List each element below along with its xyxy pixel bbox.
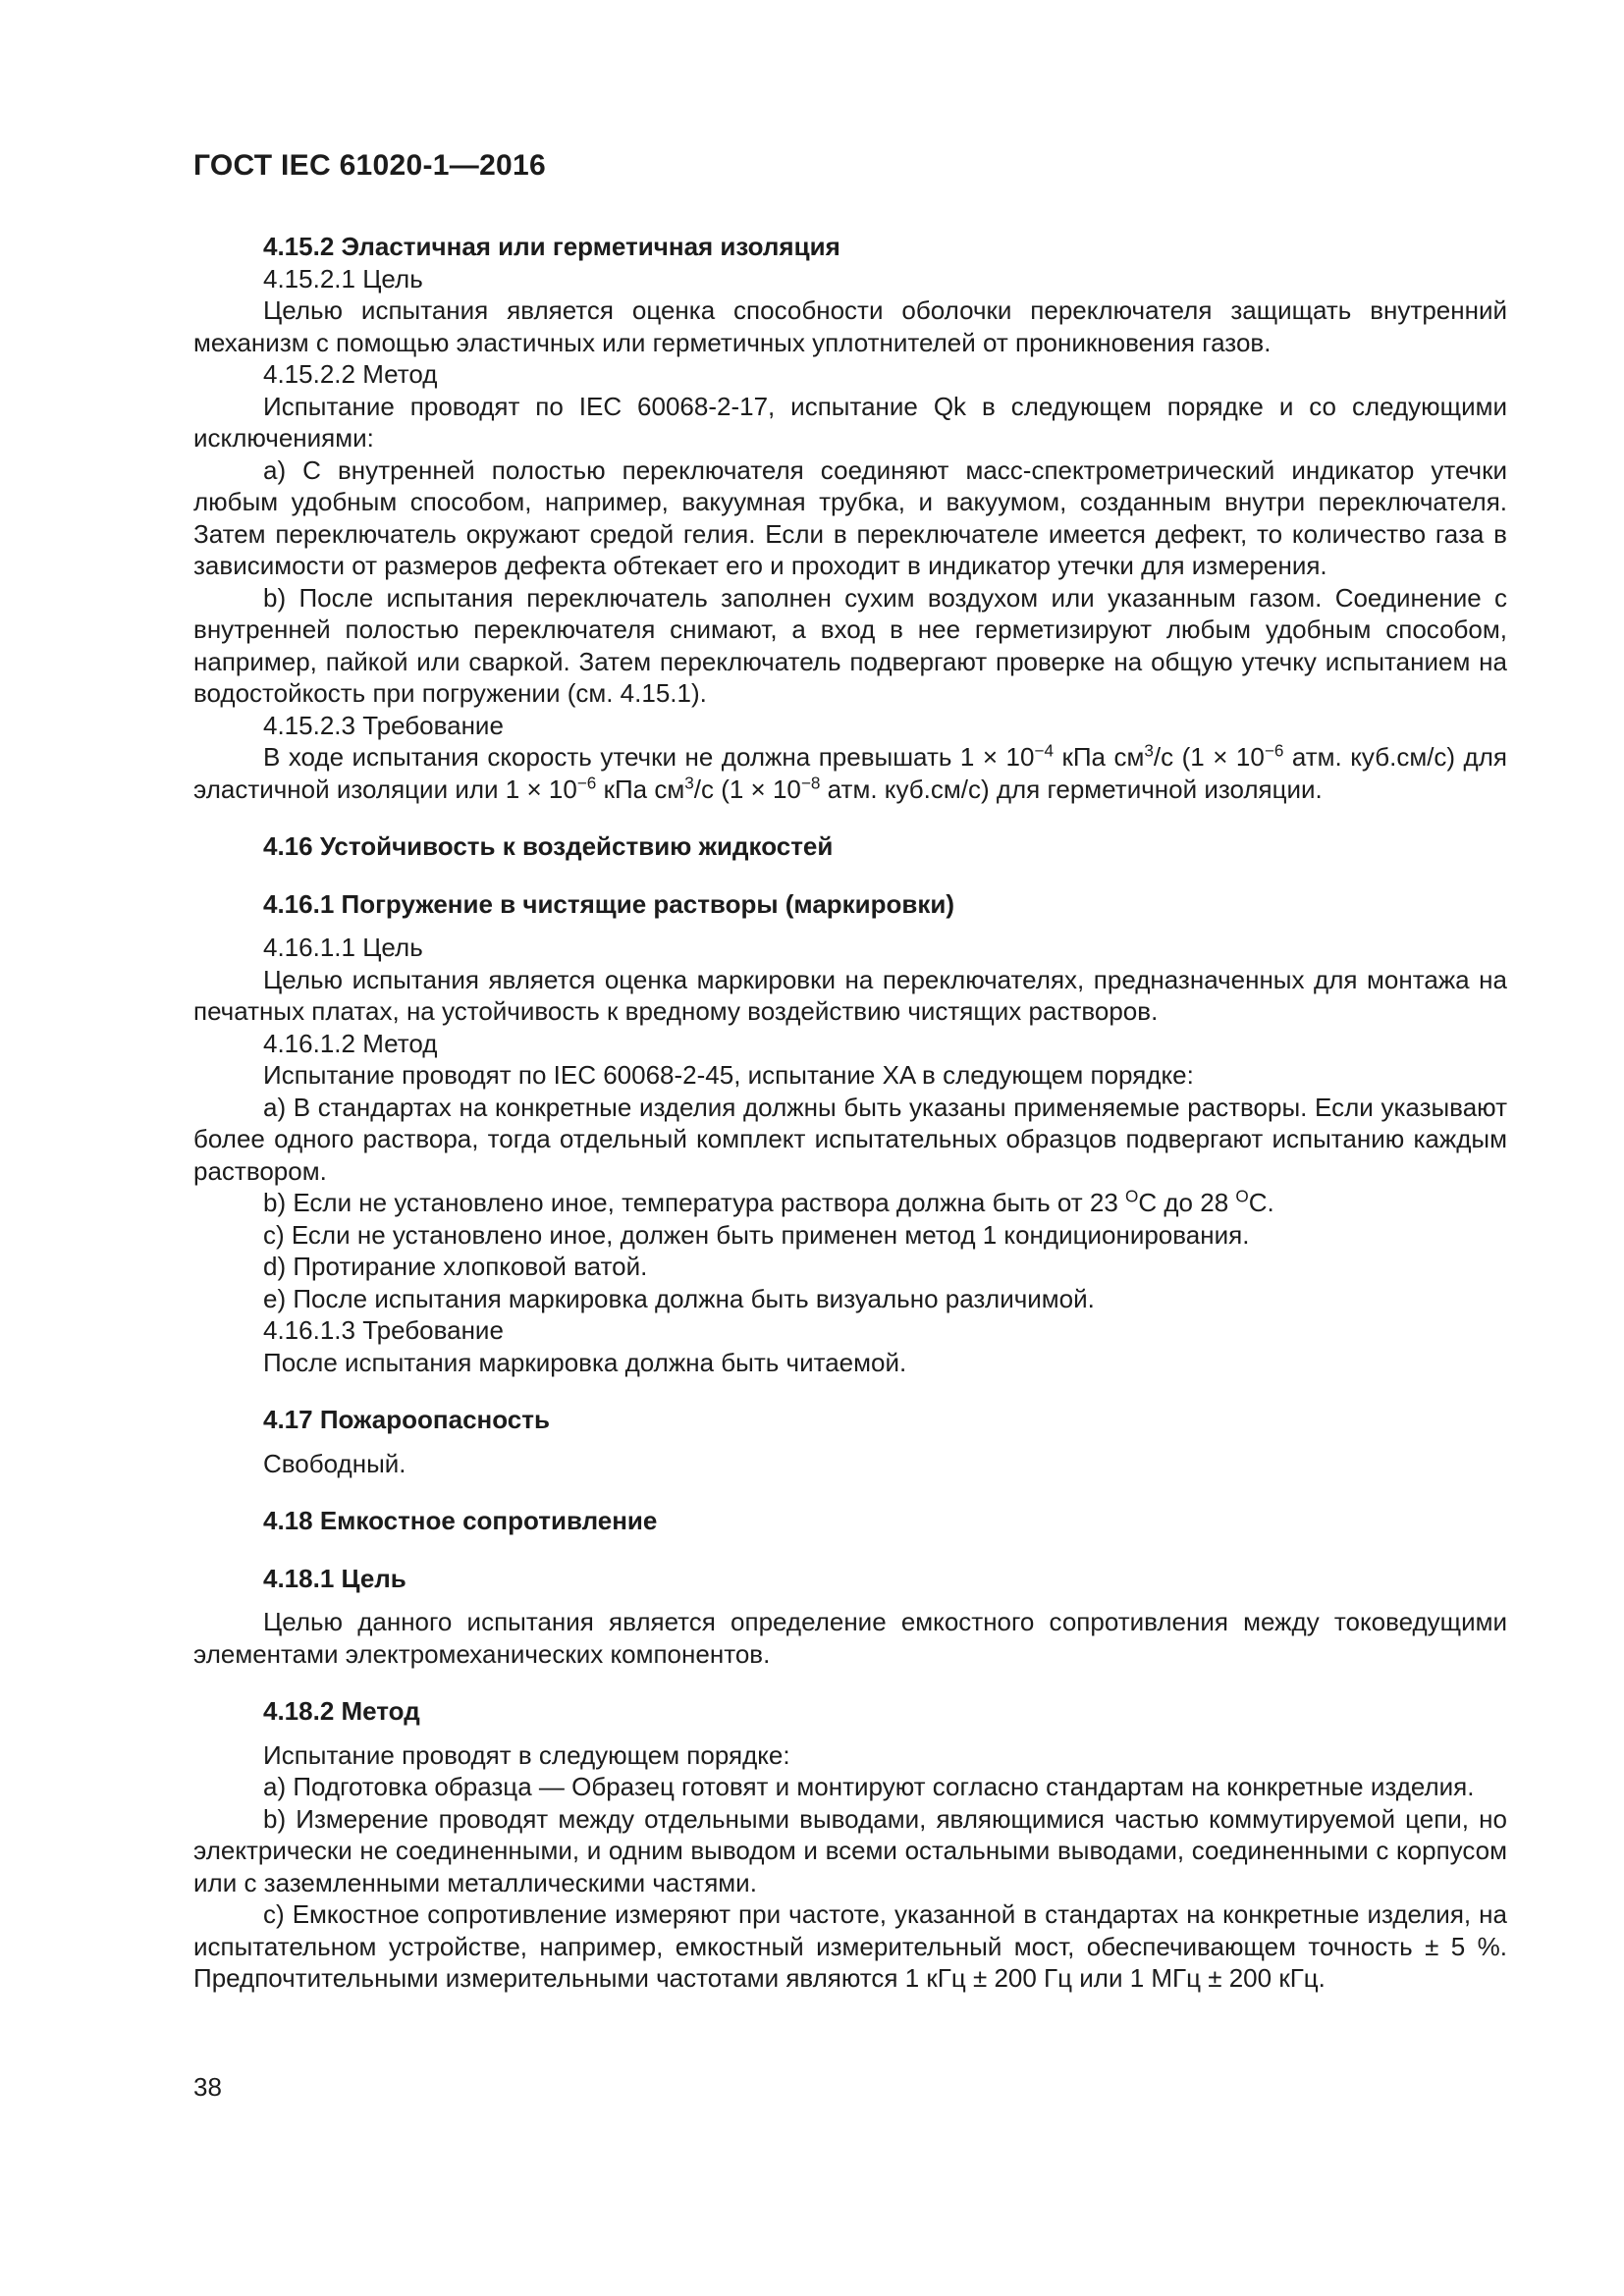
paragraph: c) Если не установлено иное, должен быть применен метод 1 кондиционирования. bbox=[263, 1219, 1250, 1250]
paragraph: 4.15.2.3 Требование bbox=[263, 710, 504, 740]
paragraph: 4.16.1.3 Требование bbox=[263, 1315, 504, 1345]
paragraph: Испытание проводят по IEC 60068-2-45, испытание XA в следующем порядке: bbox=[263, 1060, 1194, 1090]
section-heading: 4.17 Пожароопасность bbox=[263, 1405, 550, 1434]
paragraph: 4.15.2.1 Цель bbox=[263, 263, 423, 294]
paragraph: В ходе испытания скорость утечки не должна превышать $1 \times 10^{-4}$ кПа $см^3/с$ ($1 \times 10^{-6}$ атм. куб.см/с) для эластичной изоляции или $1 \times 10^{-6}$ кПа $см^3/с$ ($1 \times 10^{-8}$ атм. куб.см/с) для герметичной изоляции. bbox=[193, 740, 1507, 804]
section-heading: 4.16.1 Погружение в чистящие растворы (маркировки) bbox=[263, 888, 955, 919]
paragraph: a) Подготовка образца — Образец готовят и монтируют согласно стандартам на конкретные изделия. bbox=[263, 1772, 1475, 1801]
paragraph: c) Емкостное сопротивление измеряют при частоте, указанной в стандартах на конкретные изделия, на испытательном устройстве, например, емкостный измерительный мост, обеспечивающем точность ± 5 %. Предпочтительными измерительными частотами являются 1 кГц ± 200 Гц или 1 МГц ± 200 кГц. bbox=[193, 1899, 1507, 1993]
section-heading: 4.18 Емкостное сопротивление bbox=[263, 1506, 658, 1535]
page-number: 38 bbox=[193, 2072, 222, 2102]
paragraph: 4.16.1.1 Цель bbox=[263, 933, 423, 962]
paragraph: e) После испытания маркировка должна быть визуально различимой. bbox=[263, 1283, 1095, 1313]
paragraph: Целью испытания является оценка способности оболочки переключателя защищать внутренний механизм с помощью эластичных или герметичных уплотнителей от проникновения газов. bbox=[193, 295, 1507, 357]
section-heading: 4.18.2 Метод bbox=[263, 1696, 420, 1726]
document-body bbox=[193, 231, 1507, 1995]
document-content bbox=[193, 149, 1507, 1995]
paragraph: Испытание проводят по IEC 60068-2-17, испытание Qk в следующем порядке и со следующими исключениями: bbox=[193, 391, 1507, 453]
document-standard-code: ГОСТ IEC 61020-1—2016 bbox=[193, 149, 547, 182]
paragraph: Свободный. bbox=[263, 1448, 406, 1478]
paragraph: 4.15.2.2 Метод bbox=[263, 359, 438, 389]
paragraph: d) Протирание хлопковой ватой. bbox=[263, 1252, 648, 1281]
paragraph: Целью данного испытания является определение емкостного сопротивления между токоведущими элементами электромеханических компонентов. bbox=[193, 1607, 1507, 1669]
section-heading: 4.15.2 Эластичная или герметичная изоляция bbox=[263, 232, 840, 261]
paragraph: Испытание проводят в следующем порядке: bbox=[263, 1739, 790, 1770]
paragraph: a) В стандартах на конкретные изделия должны быть указаны применяемые растворы. Если указывают более одного раствора, тогда отдельный комплект испытательных образцов подвергают испытанию каждым раствором. bbox=[193, 1092, 1507, 1186]
paragraph: a) С внутренней полостью переключателя соединяют масс-спектрометрический индикатор утечки любым удобным способом, например, вакуумная трубка, и вакуумом, созданным внутри переключателя. Затем переключатель окружают средой гелия. Если в переключателе имеется дефект, то количество газа в зависимости от размеров дефекта обтекает его и проходит в индикатор утечки для измерения. bbox=[193, 454, 1507, 580]
paragraph: b) После испытания переключатель заполнен сухим воздухом или указанным газом. Соединение с внутренней полостью переключателя снимают, а вход в нее герметизируют любым удобным способом, например, пайкой или сваркой. Затем переключатель подвергают проверке на общую утечку испытанием на водостойкость при погружении (см. 4.15.1). bbox=[193, 582, 1507, 708]
section-heading: 4.18.1 Цель bbox=[263, 1563, 406, 1593]
paragraph: 4.16.1.2 Метод bbox=[263, 1028, 438, 1058]
paragraph: b) Если не установлено иное, температура раствора должна быть от 23 $^О$С до 28 $^О$С. bbox=[263, 1186, 1274, 1217]
section-heading: 4.16 Устойчивость к воздействию жидкостей bbox=[263, 831, 834, 861]
paragraph: b) Измерение проводят между отдельными выводами, являющимися частью коммутируемой цепи, но электрически не соединенными, и одним выводом и всеми остальными выводами, соединенными с корпусом или с заземленными металлическими частями. bbox=[193, 1803, 1507, 1897]
paragraph: Целью испытания является оценка маркировки на переключателях, предназначенных для монтажа на печатных платах, на устойчивость к вредному воздействию чистящих растворов. bbox=[193, 964, 1507, 1026]
paragraph: После испытания маркировка должна быть читаемой. bbox=[263, 1347, 907, 1377]
